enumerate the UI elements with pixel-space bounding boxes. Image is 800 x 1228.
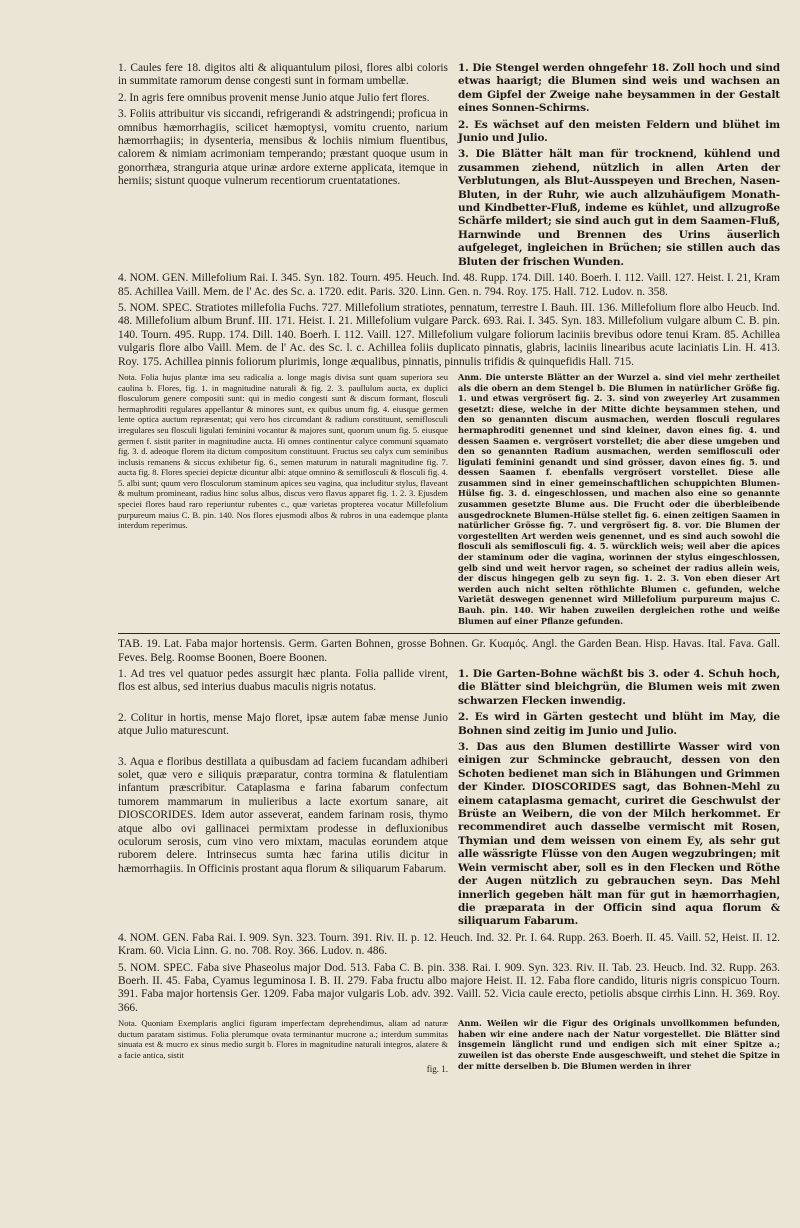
latin-para-3: 3. Foliis attribuitur vis siccandi, refrigerandi & adstringendi; proficua in omnibus hæmorrhagiis, scilicet hæmoptysi, vomitu cruento, narium hæmorrhagiis; in dysenteria, mensibus & lochiis nimium fluentibus, calorem & nimiam acrimoniam temperando; præstant quoque usum in gonorrhæa, stranguria atque urinæ ardore externe applicata, itemque in herniis; sistunt quoque vulnerum recentiorum cruentatationes. [118,108,448,188]
catchword: fig. 1. [426,1063,448,1074]
latin-para-2: 2. In agris fere omnibus provenit mense Junio atque Julio fert flores. [118,91,430,104]
faba-latin-para-1: 1. Ad tres vel quatuor pedes assurgit hæc planta. Folia pallide virent, flos est albus, sed interius duabus maculis nigris notatus. [118,668,448,694]
spacer [118,742,448,756]
faba-nom-spec: 5. NOM. SPEC. Faba sive Phaseolus major Dod. 513. Faba C. B. pin. 338. Rai. I. 909. Syn. 323. Riv. II. Tab. 23. Heucb. Ind. 32. Rupp. 263. Boerh. II. 45. Faba, Cyamus leguminosa I. B. II. 279. Faba fructu albo majore Heist. II. 12. Faba flore candido, lituris nigris conspicuo Tourn. 391. Faba major hortensis Ger. 1209. Faba major vulgaris Lob. adv. 392. Vaill. 52. Vicia caule erecto, petiolis absque cirrhis Linn. H. 369. Roy. 366. [118,961,780,1014]
nota-text: Nota. Folia hujus plantæ ima seu radicalia a. longe magis divisa sunt quam superiora seu caulina b. Flores, fig. 1. in magnitudine naturali & fig. 2. 3. paullulum aucta, ex duplici flosculorum genere compositi sunt: qui in medio congesti sunt & discum formant, flosculi hermaphroditi regulares appellantur & minores sunt, ex quibus unum fig. 4. eiusque germen lente optica auctum repræsentat; qui vero hos circumdant & radium constituunt, semiflosculi irregulares seu flosculi ligulati feminini vocantur & majores sunt, quorum unum fig. 5. eiusque germen f. sistit pariter in magnitudine aucta. Hi omnes continentur calyce communi squamato fig. 3. d. adeoque florem ita dictum compositum constituunt. Fructus seu calyx cum seminibus inclusis remanens & siccus exhibetur fig. 6., semen maturum in naturali magnitudine fig. 7. aucta fig. 8. Flores speciei depictæ dicuntur albi: atque omnino & semiflosculi & flosculi fig. 4. 5. albi sunt; quum vero flosculorum staminum apices seu vagina, qua includitur stylus, flaveant & multum promineant, radius hinc solus albus, discus vero flavus apparet fig. 1. 2. 3. Ejusdem speciei flores haud raro reperiuntur rubentes c., quæ varietas propterea vocatur Millefolium purpureum maius C. B. pin. 140. Nos flores ejusmodi albos & rubros in una eademque planta interdum reperimus. [118,371,448,531]
section-divider [118,633,780,634]
german-para-3: 3. Die Blätter hält man für trocknend, kühlend und zusammen ziehend, nützlich in allen Arten der Verblutungen, als Blut-Ausspeyen und Brechen, Nasen-Bluten, in der Ruhr, wie auch allzuhäufigem Monath- und Kindbetter-Fluß, indeme es kühlet, und allzugroße Schärfe mildert; sie sind auch gut in dem Saamen-Fluß, Harnwinde und Brennen des Urins äuserlich aufgeleget, ingleichen in Brüchen; sie stillen auch das Bluten der frischen Wunden. [458,148,780,268]
tab-title-text: TAB. 19. Lat. Faba major hortensis. Germ. Garten Bohnen, grosse Bohnen. Gr. Κυαμός. Angl. the Garden Bean. Hisp. Havas. Ital. Fava. Gall. Feves. Belg. Roomse Boonen, Boere Boonen. [118,638,780,664]
nom-spec-paragraph: 5. NOM. SPEC. Stratiotes millefolia Fuchs. 727. Millefolium stratiotes, pennatum, terrestre I. Bauh. III. 136. Millefolium flore albo Heucb. Ind. 48. Millefolium album Brunf. III. 171. Heist. I. 21. Millefolium vulgare Parck. 693. Rai. I. 345. Syn. 183. Millefolium vulgare album C. B. pin. 140. Tourn. 495. Rupp. 174. Dill. 140. Boerh. I. 112. Vaill. 127. Millefolium vulgare foliorum laciniis brevibus odore tenui Kram. 85. Achillea vulgaris flore albo Vaill. Mem. de l' Ac. des Sc. l. c. Achillea foliis duplicato pinnatis, glabris, laciniis linearibus acute laciniatis Lin. H. 413. Roy. 175. Achillea pinnis foliorum plurimis, longe æqualibus, pinnatis, pinnulis trifidis & quinquefidis Hall. 715. [118,301,780,368]
faba-anm-text: Anm. Weilen wir die Figur des Originals unvollkommen befunden, haben wir eine andere nach der Natur vorgestellet. Die Blätter sind insgemein länglicht rund und endigen sich mit einer Spitze a.; zuweilen ist das oberste Ende ausgeschweift, und stehet die Spitze in der mitte derselben b. Die Blumen werden in ihrer [458,1018,780,1071]
faba-german-column [458,668,780,932]
latin-column [118,62,448,272]
faba-nom-gen: 4. NOM. GEN. Faba Rai. I. 909. Syn. 323. Tourn. 391. Riv. II. p. 12. Heuch. Ind. 32. Pr. I. 64. Rupp. 263. Boerh. II. 45. Vaill. 52, Heist. II. 12. Kram. 60. Vicia Linn. G. no. 708. Roy. 366. Ludov. n. 486. [118,931,780,958]
german-para-1: 1. Die Stengel werden ohngefehr 18. Zoll hoch und sind etwas haarigt; die Blumen sind weis und wachsen an dem Gipfel der Zweige nahe beysammen in der Gestalt eines Sonnen-Schirms. [458,62,780,115]
faba-latin-column [118,668,448,932]
section-faba-numbered [118,668,780,932]
faba-german-para-2: 2. Es wird in Gärten gestecht und blüht im May, die Bohnen sind zeitig im Junio und Julio. [458,711,780,737]
faba-german-para-3: 3. Das aus den Blumen destillirte Wasser wird von einigen zur Schmincke gebraucht, dessen von den Schoten bedienet man sich in Blähungen und Grimmen der Kinder. DIOSCORIDES sagt, das Bohnen-Mehl zu einem cataplasma gemacht, curiret die Geschwulst der Brüste an Weibern, die von der Milch herkommet. Er recommendiret auch dasselbe vermischt mit Rosen, Thymian und dem weissen von einem Ey, als sehr gut alle wässrigte Flüsse von den Augen wegzubringen; mit Wein vermischt aber, soll es in den Flecken und Röthe der Augen nützlich zu gebrauchen seyn. Das Mehl innerlich gegeben hält man für gut in hæmorrhagien, die præparata in der Officin sind aqua florum & siliquarum Fabarum. [458,741,780,928]
faba-german-para-1: 1. Die Garten-Bohne wächßt bis 3. oder 4. Schuh hoch, die Blätter sind bleichgrün, die Blumen weis mit zwen schwarzen Flecken inwendig. [458,668,780,707]
section-millefolium-numbered [118,62,780,272]
faba-nomenclature [118,932,780,1015]
nom-gen-paragraph: 4. NOM. GEN. Millefolium Rai. I. 345. Syn. 182. Tourn. 495. Heuch. Ind. 48. Rupp. 174. Dill. 140. Boerh. I. 112. Vaill. 127. Heist. I. 21, Kram 85. Achillea Vaill. Mem. de l' Ac. des Sc. a. 1720. edit. Paris. 320. Linn. Gen. n. 794. Roy. 175. Hall. 712. Ludov. n. 358. [118,272,780,298]
german-para-2: 2. Es wächset auf den meisten Feldern und blühet im Junio und Julio. [458,118,780,145]
tab-19-title [118,638,780,665]
faba-latin-para-3: 3. Aqua e floribus destillata a quibusdam ad faciem fucandam adhiberi solet, quæ vero e siliquis præparatur, contra tormina & flatulentiam infantum præscribitur. Cataplasma e farina fabarum confectum tumorem mammarum in mulieribus a lacte exortum sanare, ait DIOSCORIDES. Idem autor asseverat, eandem farinam rosis, thymo atque albo ovi gallinacei permixtam prodesse in defluxionibus oculorum serosis, cum vino vero mixtam, maculas eorundem atque ruborem delere. Intrinsecus sumta hæc farina utilis dicitur in hæmorrhagiis. In Officinis prostant aqua florum & siliquarum Fabarum. [118,755,448,875]
faba-latin-nota [118,1018,448,1074]
faba-german-anmerkung [458,1018,780,1074]
german-anmerkung [458,372,780,629]
millefolium-notes [118,372,780,629]
latin-nota [118,372,448,629]
latin-para-1: 1. Caules fere 18. digitos alti & aliquantulum pilosi, flores albi coloris in summitate ramorum dense congesti sunt in formam umbellæ. [118,62,448,88]
german-column [458,62,780,272]
spacer [118,698,448,712]
faba-nota-text: Nota. Quoniam Exemplaris anglici figuram imperfectam deprehendimus, aliam ad naturæ ductum paratam sistimus. Folia plerumque ovata terminantur mucrone a.; interdum summitas sinuata est & mucro ex sinus medio surgit b. Flores in magnitudine naturali integros, alatere & a facie antica, sistit [118,1018,448,1060]
anm-text: Anm. Die unterste Blätter an der Wurzel a. sind viel mehr zertheilet als die obern an dem Stengel b. Die Blumen in natürlicher Größe fig. 1. und etwas vergrösert fig. 2. 3. sind von zweyerley Art zusammen gesetzt: diese, welche in der Mitte dichte beysammen stehen, und den so genannten discum ausmachen, werden flosculi regulares hermaphroditi genennet und sind kleiner, davon eines fig. 4. und dessen Saamen e. vergrösert vorstellet; die aber diese umgeben und den so genannten Radium ausmachen, werden semiflosculi oder ligulati feminini genandt und sind grösser, davon eines fig. 5. und dessen Saamen f. ebenfalls vergrösert vorstellet. Diese alle zusammen sind in einer gemeinschaftlichen schuppichten Blumen-Hülse fig. 3. d. eingeschlossen, und machen also eine so genannte zusammen gesetzte Blume aus. Die Frucht oder die überbleibende ausgedrocknete Blumen-Hülse stellet fig. 6. einen zeitigen Saamen in natürlicher Grösse fig. 7. und vergrösert fig. 8. vor. Die Blumen der vorgestellten Art werden weis genennet, und es sind auch sowohl die flosculi als semiflosculi fig. 4. 5. würcklich weis; weil aber die apices der staminum oder die vagina, worinnen der stylus eingeschlossen, gelb sind und weit hervor ragen, so scheinet der radius allein weis, der discus hingegen gelb zu seyn fig. 1. 2. 3. Von eben dieser Art werden auch nicht selten röthlichte Blumen c. gefunden, welche Varietät deswegen genennet wird Millefolium purpureum majus C. Bauh. pin. 140. Wir haben zuweilen dergleichen rothe und weiße Blumen auf einer Pflanze gefunden. [458,371,780,626]
millefolium-nomenclature [118,272,780,369]
faba-notes [118,1018,780,1074]
faba-latin-para-2: 2. Colitur in hortis, mense Majo floret, ipsæ autem fabæ mense Junio atque Julio maturescunt. [118,711,448,738]
